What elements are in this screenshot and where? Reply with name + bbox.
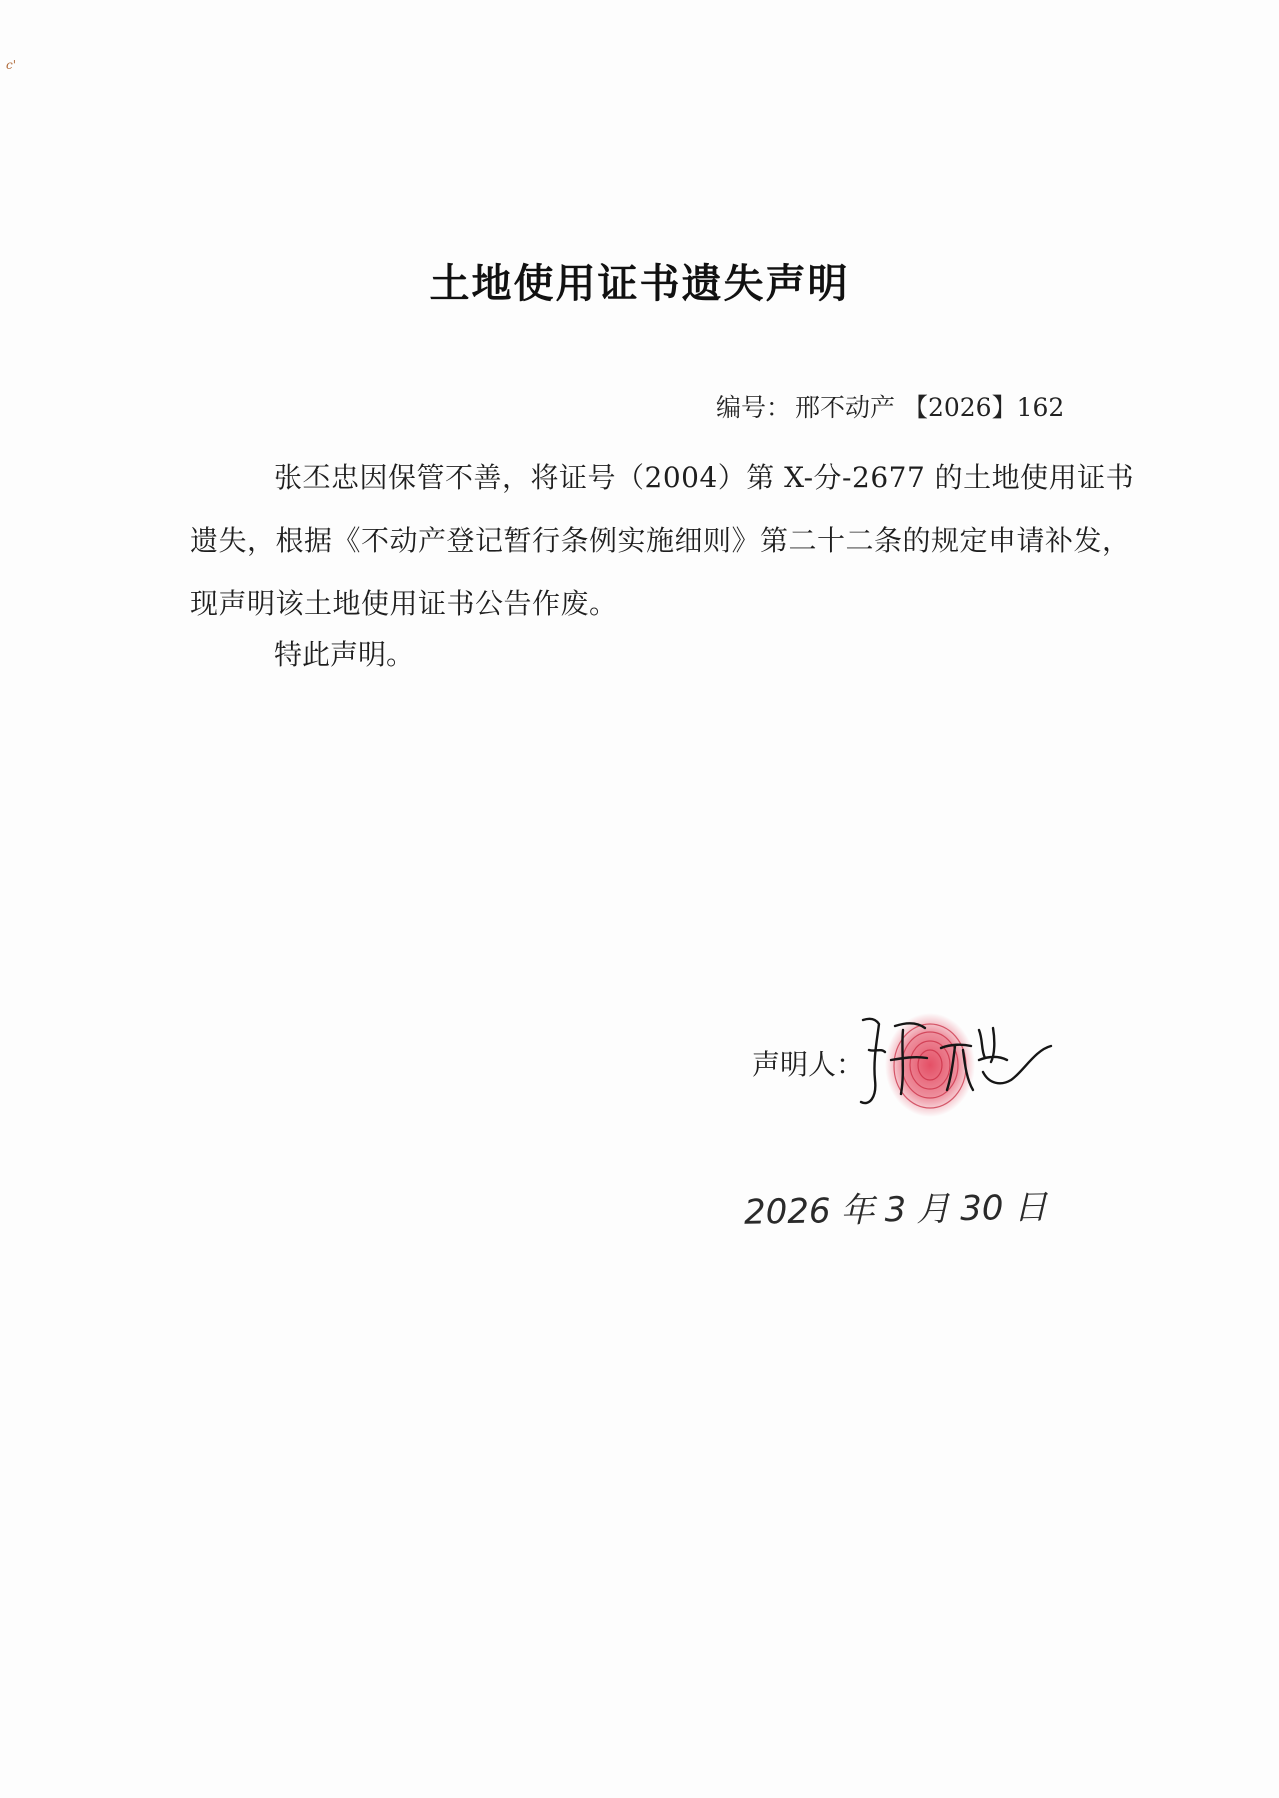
date-year-unit: 年	[840, 1190, 875, 1232]
declaration-body: 张丕忠因保管不善，将证号（2004）第 X-分-2677 的土地使用证书遗失，根据《不动产登记暂行条例实施细则》第二十二条的规定申请补发，现声明该土地使用证书公告作废。	[190, 461, 1135, 620]
date-day: 30	[959, 1188, 1004, 1229]
document-number-label: 编号：	[716, 393, 792, 422]
scan-mark: c'	[6, 58, 17, 72]
document-number	[716, 388, 1064, 424]
signature-with-fingerprint	[855, 1010, 1055, 1120]
document-title: 土地使用证书遗失声明	[429, 261, 850, 307]
declaration-date	[744, 1179, 1058, 1233]
date-year: 2026	[743, 1191, 831, 1233]
closing-statement: 特此声明。	[274, 638, 415, 671]
date-month: 3	[884, 1189, 907, 1231]
declarant-label: 声明人：	[752, 1048, 865, 1081]
date-month-unit: 月	[915, 1189, 951, 1230]
date-day-unit: 日	[1013, 1187, 1048, 1229]
document-number-value: 邢不动产 【2026】162	[795, 393, 1065, 422]
fingerprint-seal	[885, 1013, 975, 1117]
